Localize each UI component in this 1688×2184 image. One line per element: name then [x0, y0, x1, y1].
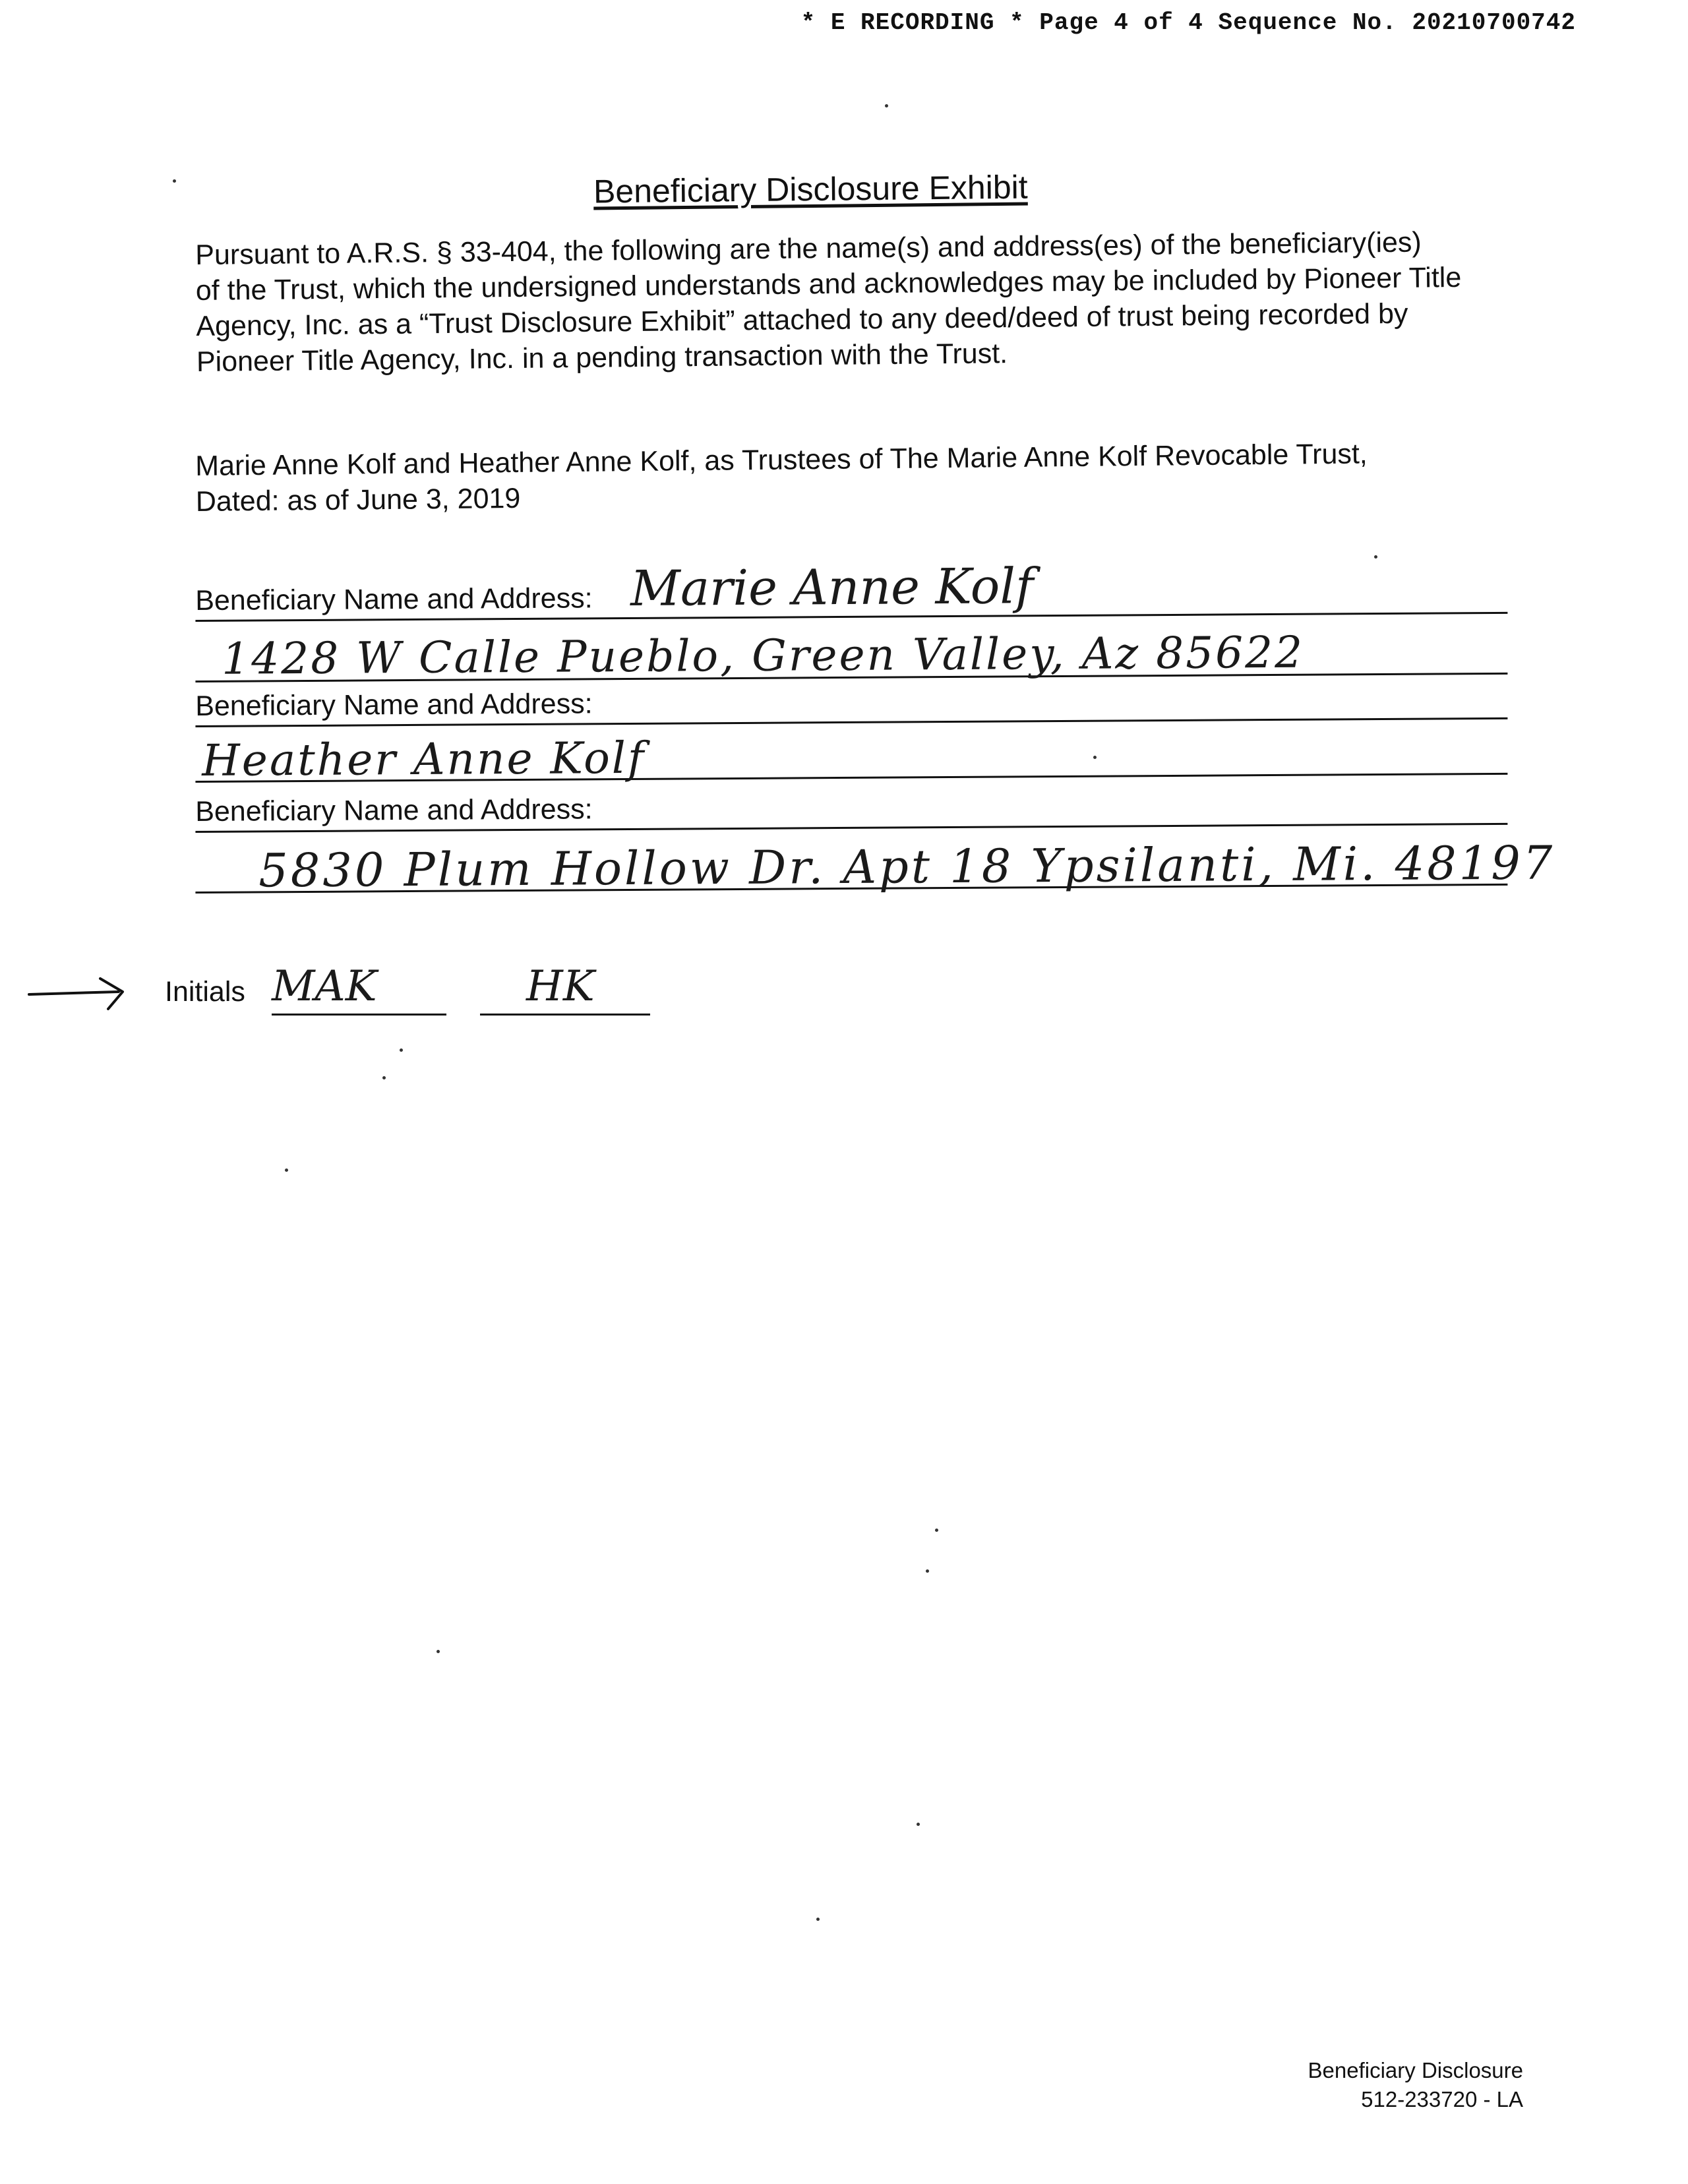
trust-line: Dated: as of June 3, 2019 — [195, 482, 521, 518]
trust-statement — [195, 434, 1554, 520]
page-title: Beneficiary Disclosure Exhibit — [593, 168, 1028, 210]
scan-speck — [382, 1076, 386, 1079]
beneficiary-2-name-handwritten: Heather Anne Kolf — [202, 732, 646, 786]
footer-reference — [1308, 2056, 1523, 2114]
beneficiary-1-name-field[interactable] — [195, 558, 1507, 622]
initials-1-handwritten: MAK — [272, 962, 377, 1011]
intro-line: of the Trust, which the undersigned understands and acknowledges may be included by Pioneer Title — [195, 261, 1462, 307]
scan-speck — [173, 179, 176, 183]
scan-speck — [885, 104, 888, 107]
beneficiary-1-name-handwritten: Marie Anne Kolf — [630, 558, 1034, 617]
footer-line: 512-233720 - LA — [1361, 2087, 1523, 2111]
scan-speck — [1093, 756, 1097, 759]
intro-line: Pioneer Title Agency, Inc. in a pending transaction with the Trust. — [196, 338, 1008, 378]
scan-speck — [285, 1168, 288, 1172]
beneficiary-3-address-handwritten: 5830 Plum Hollow Dr. Apt 18 Ypsilanti, Mi. 48197 — [258, 835, 1555, 898]
intro-line: Agency, Inc. as a “Trust Disclosure Exhibit” attached to any deed/deed of trust being recorded by — [196, 297, 1408, 342]
scan-speck — [935, 1529, 938, 1532]
initials-label: Initials — [165, 976, 245, 1008]
beneficiary-label: Beneficiary Name and Address: — [195, 688, 593, 722]
initials-2-handwritten: HK — [526, 962, 595, 1011]
scan-speck — [917, 1823, 920, 1826]
intro-line: Pursuant to A.R.S. § 33-404, the following are the name(s) and address(es) of the beneficiary(ies) — [195, 226, 1422, 271]
initials-field-2[interactable] — [480, 962, 650, 1016]
footer-line: Beneficiary Disclosure — [1308, 2058, 1523, 2082]
scan-speck — [926, 1569, 929, 1573]
scan-speck — [816, 1918, 820, 1921]
trust-line: Marie Anne Kolf and Heather Anne Kolf, as Trustees of The Marie Anne Kolf Revocable Trust, — [195, 438, 1368, 482]
beneficiary-1-address-handwritten: 1428 W Calle Pueblo, Green Valley, Az 85622 — [221, 626, 1305, 684]
scan-speck — [1374, 555, 1377, 559]
beneficiary-label: Beneficiary Name and Address: — [195, 793, 593, 828]
beneficiary-3-name-field[interactable] — [195, 777, 1507, 833]
initials-field-1[interactable] — [272, 962, 446, 1016]
scan-speck — [437, 1650, 440, 1653]
scan-speck — [400, 1048, 403, 1052]
beneficiary-3-address-field[interactable] — [195, 835, 1555, 898]
beneficiary-2-address-field[interactable] — [195, 727, 1507, 786]
initials-row — [26, 963, 686, 1016]
recording-header: * E RECORDING * Page 4 of 4 Sequence No. 20210700742 — [800, 9, 1576, 36]
beneficiary-label: Beneficiary Name and Address: — [195, 582, 593, 617]
arrow-icon — [26, 972, 132, 1012]
beneficiary-2-name-field[interactable] — [195, 671, 1507, 727]
intro-paragraph — [195, 223, 1555, 380]
